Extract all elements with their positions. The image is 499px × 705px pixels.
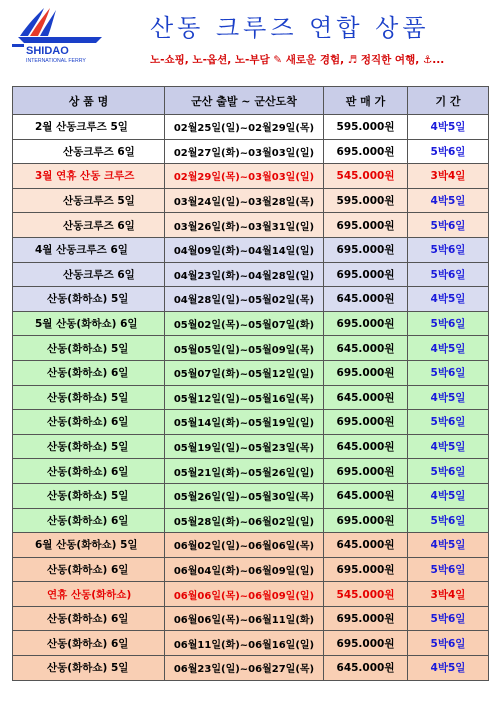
header-dates: 군산 출발 ~ 군산도착 [165, 87, 324, 115]
table-row [13, 533, 489, 558]
table-row [13, 434, 489, 459]
trip-period: 5박6일 [408, 262, 489, 287]
trip-period: 5박6일 [408, 410, 489, 435]
table-header-row [13, 87, 489, 115]
sale-price: 695.000원 [324, 262, 408, 287]
table-row [13, 262, 489, 287]
travel-dates: 05월02일(목)~05월07일(화) [165, 311, 324, 336]
table-row [13, 582, 489, 607]
travel-dates: 05월07일(화)~05월12일(일) [165, 360, 324, 385]
product-name: 2월 산동크루즈 5일 [35, 121, 128, 134]
sale-price: 645.000원 [324, 385, 408, 410]
product-name-cell [13, 115, 165, 140]
table-row [13, 631, 489, 656]
table-row [13, 311, 489, 336]
trip-period: 3박4일 [408, 164, 489, 189]
sale-price: 645.000원 [324, 336, 408, 361]
sale-price: 695.000원 [324, 360, 408, 385]
travel-dates: 05월14일(화)~05월19일(일) [165, 410, 324, 435]
sale-price: 695.000원 [324, 213, 408, 238]
sale-price: 545.000원 [324, 164, 408, 189]
product-name: 산동(화하쇼) 6일 [47, 613, 129, 626]
table-row [13, 557, 489, 582]
travel-dates: 06월04일(화)~06월09일(일) [165, 557, 324, 582]
trip-period: 4박5일 [408, 656, 489, 681]
product-name-cell [13, 164, 165, 189]
product-name-cell [13, 533, 165, 558]
sale-price: 595.000원 [324, 188, 408, 213]
table-row [13, 287, 489, 312]
table-row [13, 336, 489, 361]
product-name-cell [13, 483, 165, 508]
sale-price: 645.000원 [324, 483, 408, 508]
sale-price: 695.000원 [324, 606, 408, 631]
travel-dates: 03월26일(화)~03월31일(일) [165, 213, 324, 238]
trip-period: 5박6일 [408, 508, 489, 533]
travel-dates: 05월19일(일)~05월23일(목) [165, 434, 324, 459]
product-name: 산동크루즈 6일 [63, 145, 135, 158]
sale-price: 695.000원 [324, 508, 408, 533]
trip-period: 4박5일 [408, 115, 489, 140]
travel-dates: 03월24일(일)~03월28일(목) [165, 188, 324, 213]
header-product-name: 상 품 명 [13, 87, 165, 115]
product-name-cell [13, 139, 165, 164]
product-name: 3월 연휴 산동 크루즈 [35, 170, 135, 183]
product-name-cell [13, 557, 165, 582]
travel-dates: 04월23일(화)~04월28일(일) [165, 262, 324, 287]
table-body [13, 115, 489, 681]
trip-period: 4박5일 [408, 188, 489, 213]
trip-period: 4박5일 [408, 287, 489, 312]
table-row [13, 237, 489, 262]
trip-period: 4박5일 [408, 483, 489, 508]
product-name-cell [13, 656, 165, 681]
product-name: 6월 산동(화하쇼) 5일 [35, 539, 138, 552]
sale-price: 695.000원 [324, 459, 408, 484]
table-row [13, 139, 489, 164]
table-row [13, 385, 489, 410]
trip-period: 4박5일 [408, 434, 489, 459]
travel-dates: 02월25일(일)~02월29일(목) [165, 115, 324, 140]
trip-period: 5박6일 [408, 459, 489, 484]
product-name: 산동(화하쇼) 5일 [47, 662, 129, 675]
table-row [13, 606, 489, 631]
ship-logo-icon [6, 6, 124, 64]
product-name-cell [13, 188, 165, 213]
product-name-cell [13, 606, 165, 631]
travel-dates: 04월09일(화)~04월14일(일) [165, 237, 324, 262]
logo-subtext: INTERNATIONAL FERRY [26, 58, 86, 64]
sale-price: 645.000원 [324, 287, 408, 312]
trip-period: 5박6일 [408, 311, 489, 336]
sale-price: 545.000원 [324, 582, 408, 607]
sale-price: 695.000원 [324, 410, 408, 435]
sale-price: 695.000원 [324, 311, 408, 336]
page-title: 산동 크루즈 연합 상품 [150, 14, 430, 42]
product-name: 산동(화하쇼) 6일 [47, 367, 129, 380]
product-name: 산동크루즈 5일 [63, 195, 135, 208]
travel-dates: 05월05일(일)~05월09일(목) [165, 336, 324, 361]
travel-dates: 05월21일(화)~05월26일(일) [165, 459, 324, 484]
product-name-cell [13, 262, 165, 287]
product-name: 산동(화하쇼) 6일 [47, 465, 129, 478]
table-row [13, 188, 489, 213]
table-row [13, 360, 489, 385]
product-name-cell [13, 360, 165, 385]
trip-period: 5박6일 [408, 237, 489, 262]
sale-price: 595.000원 [324, 115, 408, 140]
product-name-cell [13, 385, 165, 410]
trip-period: 5박6일 [408, 606, 489, 631]
sale-price: 645.000원 [324, 434, 408, 459]
product-name-cell [13, 508, 165, 533]
table-row [13, 115, 489, 140]
product-name-cell [13, 582, 165, 607]
travel-dates: 06월06일(목)~06월09일(일) [165, 582, 324, 607]
sale-price: 645.000원 [324, 656, 408, 681]
product-name-cell [13, 434, 165, 459]
table-row [13, 483, 489, 508]
trip-period: 5박6일 [408, 360, 489, 385]
table-row [13, 164, 489, 189]
trip-period: 4박5일 [408, 336, 489, 361]
product-name: 4월 산동크루즈 6일 [35, 244, 128, 257]
trip-period: 4박5일 [408, 385, 489, 410]
sale-price: 695.000원 [324, 237, 408, 262]
travel-dates: 06월02일(일)~06월06일(목) [165, 533, 324, 558]
product-name-cell [13, 631, 165, 656]
product-name: 산동(화하쇼) 5일 [47, 391, 129, 404]
table-row [13, 410, 489, 435]
travel-dates: 05월26일(일)~05월30일(목) [165, 483, 324, 508]
product-name: 연휴 산동(화하쇼) [47, 588, 132, 601]
sale-price: 695.000원 [324, 557, 408, 582]
travel-dates: 05월28일(화)~06월02일(일) [165, 508, 324, 533]
product-name: 산동(화하쇼) 6일 [47, 514, 129, 527]
table-row [13, 213, 489, 238]
product-name-cell [13, 311, 165, 336]
product-name: 산동(화하쇼) 5일 [47, 490, 129, 503]
product-table [12, 86, 489, 681]
trip-period: 5박6일 [408, 631, 489, 656]
product-name: 산동(화하쇼) 6일 [47, 637, 129, 650]
table-row [13, 459, 489, 484]
table-row [13, 508, 489, 533]
product-name-cell [13, 410, 165, 435]
product-name-cell [13, 213, 165, 238]
travel-dates: 06월06일(목)~06월11일(화) [165, 606, 324, 631]
trip-period: 5박6일 [408, 213, 489, 238]
product-name-cell [13, 336, 165, 361]
product-name: 산동크루즈 6일 [63, 268, 135, 281]
sale-price: 695.000원 [324, 139, 408, 164]
product-name-cell [13, 459, 165, 484]
product-name: 산동(화하쇼) 5일 [47, 441, 129, 454]
product-name-cell [13, 287, 165, 312]
product-name: 산동(화하쇼) 6일 [47, 563, 129, 576]
header-period: 기 간 [408, 87, 489, 115]
travel-dates: 06월11일(화)~06월16일(일) [165, 631, 324, 656]
product-name: 5월 산동(화하쇼) 6일 [35, 318, 138, 331]
trip-period: 3박4일 [408, 582, 489, 607]
table-row [13, 656, 489, 681]
travel-dates: 04월28일(일)~05월02일(목) [165, 287, 324, 312]
company-logo [6, 6, 124, 64]
logo-text: SHIDAO [26, 45, 69, 57]
travel-dates: 02월27일(화)~03월03일(일) [165, 139, 324, 164]
product-name-cell [13, 237, 165, 262]
trip-period: 5박6일 [408, 139, 489, 164]
trip-period: 5박6일 [408, 557, 489, 582]
trip-period: 4박5일 [408, 533, 489, 558]
product-name: 산동(화하쇼) 5일 [47, 293, 129, 306]
sale-price: 645.000원 [324, 533, 408, 558]
header-price: 판 매 가 [324, 87, 408, 115]
travel-dates: 06월23일(일)~06월27일(목) [165, 656, 324, 681]
travel-dates: 05월12일(일)~05월16일(목) [165, 385, 324, 410]
page-subtitle: 노-쇼핑, 노-옵션, 노-부담 ✎ 새로운 경험, ♬ 정직한 여행, ⚓... [150, 54, 445, 66]
travel-dates: 02월29일(목)~03월03일(일) [165, 164, 324, 189]
product-name: 산동(화하쇼) 5일 [47, 342, 129, 355]
sale-price: 695.000원 [324, 631, 408, 656]
product-name: 산동(화하쇼) 6일 [47, 416, 129, 429]
product-name: 산동크루즈 6일 [63, 219, 135, 232]
